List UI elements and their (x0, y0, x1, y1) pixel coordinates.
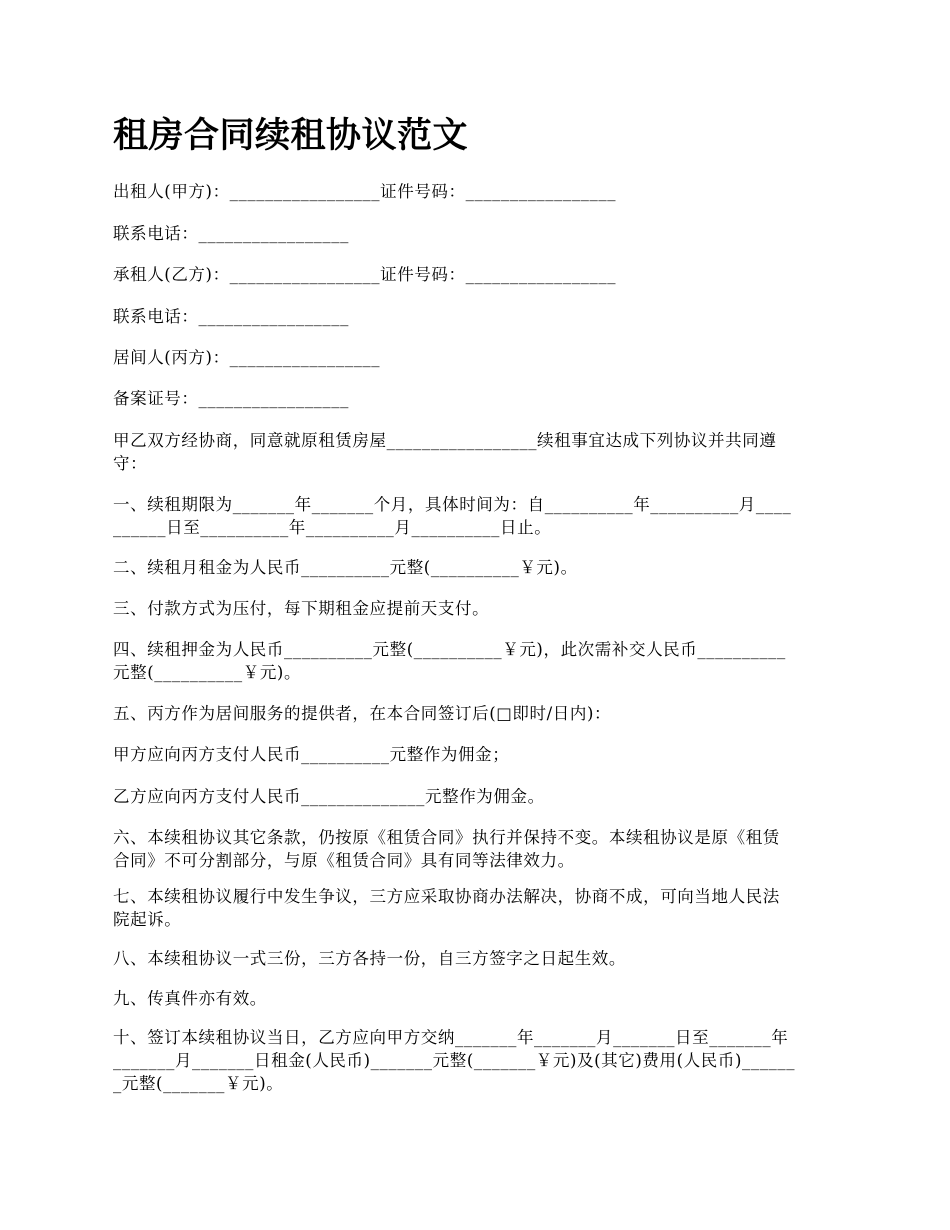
clause-5a-paragraph: 甲方应向丙方支付人民币__________元整作为佣金； (113, 745, 510, 764)
clause-5b-paragraph: 乙方应向丙方支付人民币______________元整作为佣金。 (113, 787, 545, 806)
record-number-line: 备案证号：_________________ (113, 389, 349, 408)
lessee-phone-line: 联系电话：_________________ (113, 307, 349, 326)
clause-2-paragraph: 二、续租月租金为人民币__________元整(__________￥元)。 (113, 558, 578, 577)
lessor-phone-line: 联系电话：_________________ (113, 224, 349, 243)
clause-1-paragraph: 一、续租期限为_______年_______个月，具体时间为：自__________年__________月____ ______日至__________年__________月__________日止。 (113, 495, 792, 537)
document-title: 租房合同续租协议范文 (113, 115, 469, 156)
intro-paragraph: 甲乙双方经协商，同意就原租赁房屋_________________续租事宜达成下列协议并共同遵 守： (113, 431, 777, 473)
clause-6-paragraph: 六、本续租协议其它条款，仍按原《租赁合同》执行并保持不变。本续租协议是原《租赁 合同》不可分割部分，与原《租赁合同》具有同等法律效力。 (113, 828, 780, 870)
lessee-line: 承租人(乙方)：_________________证件号码：_________________ (113, 265, 617, 284)
broker-line: 居间人(丙方)：_________________ (113, 348, 381, 367)
lessor-line: 出租人(甲方)：_________________证件号码：_________________ (113, 182, 617, 201)
clause-4-paragraph: 四、续租押金为人民币__________元整(__________￥元)，此次需补交人民币__________ 元整(__________￥元)。 (113, 640, 786, 682)
clause-7-paragraph: 七、本续租协议履行中发生争议，三方应采取协商办法解决，协商不成，可向当地人民法 院起诉。 (113, 887, 780, 929)
clause-10-paragraph: 十、签订本续租协议当日，乙方应向甲方交纳_______年_______月_______日至_______年 _______月_______日租金(人民币)_______元整(_______￥元)及(其它)费用(人民币)______ _元整(_______￥元)。 (113, 1028, 796, 1093)
clause-9-paragraph: 九、传真件亦有效。 (113, 989, 267, 1008)
clause-5-paragraph: 五、丙方作为居间服务的提供者，在本合同签订后(□即时/日内)： (113, 704, 612, 723)
clause-8-paragraph: 八、本续租协议一式三份，三方各持一份，自三方签字之日起生效。 (113, 949, 626, 968)
clause-3-paragraph: 三、付款方式为压付，每下期租金应提前天支付。 (113, 599, 490, 618)
